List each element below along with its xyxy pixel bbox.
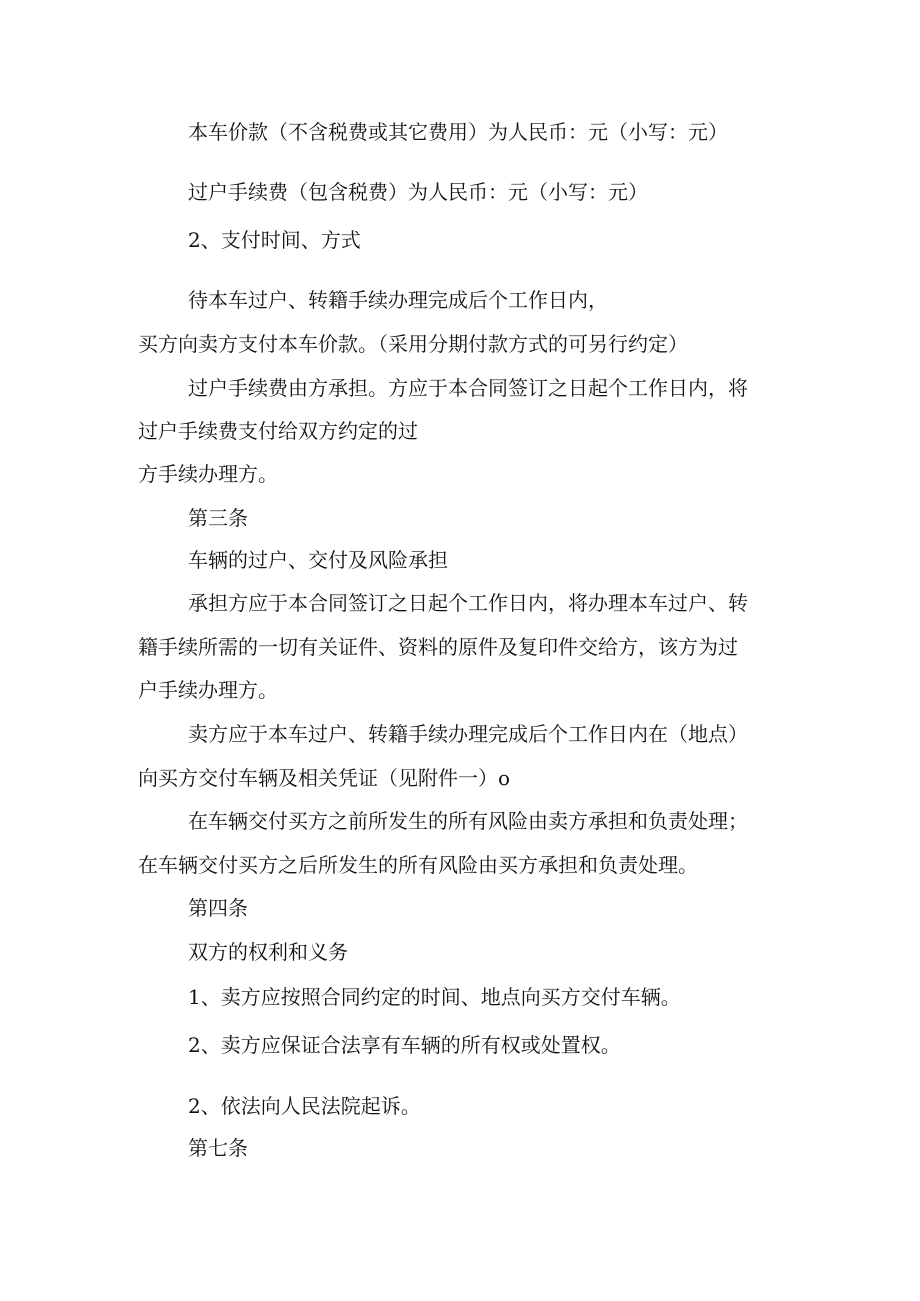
line-fee-payment: 过户手续费支付给双方约定的过 [138,419,418,443]
article-4-title: 双方的权利和义务 [188,940,348,964]
line-fee-bearer: 过户手续费由方承担。方应于本合同签订之日起个工作日内，将 [188,376,748,400]
line-documents-1: 承担方应于本合同签订之日起个工作日内，将办理本车过户、转 [188,591,748,615]
line-risk-before: 在车辆交付买方之前所发生的所有风险由卖方承担和负责处理； [188,809,748,833]
line-delivery-1: 卖方应于本车过户、转籍手续办理完成后个工作日内在（地点） [188,722,748,746]
line-handler: 方手续办理方。 [138,462,278,486]
line-delivery-2: 向买方交付车辆及相关凭证（见附件一）o [138,766,511,790]
line-payment-heading: 2、支付时间、方式 [188,228,361,252]
line-risk-after: 在车辆交付买方之后所发生的所有风险由买方承担和负责处理。 [138,853,698,877]
obligation-item-2: 2、卖方应保证合法享有车辆的所有权或处置权。 [188,1033,621,1057]
obligation-item-1: 1、卖方应按照合同约定的时间、地点向买方交付车辆。 [188,985,681,1009]
line-transfer-fee: 过户手续费（包含税费）为人民币：元（小写：元） [188,180,648,204]
line-documents-3: 户手续办理方。 [138,678,278,702]
article-3-title: 车辆的过户、交付及风险承担 [188,548,448,572]
article-4-heading: 第四条 [188,896,248,920]
line-buyer-pays: 买方向卖方支付本车价款。（采用分期付款方式的可另行约定） [138,332,688,356]
line-vehicle-price: 本车价款（不含税费或其它费用）为人民币：元（小写：元） [188,120,728,144]
article-7-heading: 第七条 [188,1136,248,1160]
lawsuit-item-2: 2、依法向人民法院起诉。 [188,1094,421,1118]
line-payment-timing: 待本车过户、转籍手续办理完成后个工作日内， [188,288,608,312]
article-3-heading: 第三条 [188,506,248,530]
line-documents-2: 籍手续所需的一切有关证件、资料的原件及复印件交给方，该方为过 [138,635,738,659]
